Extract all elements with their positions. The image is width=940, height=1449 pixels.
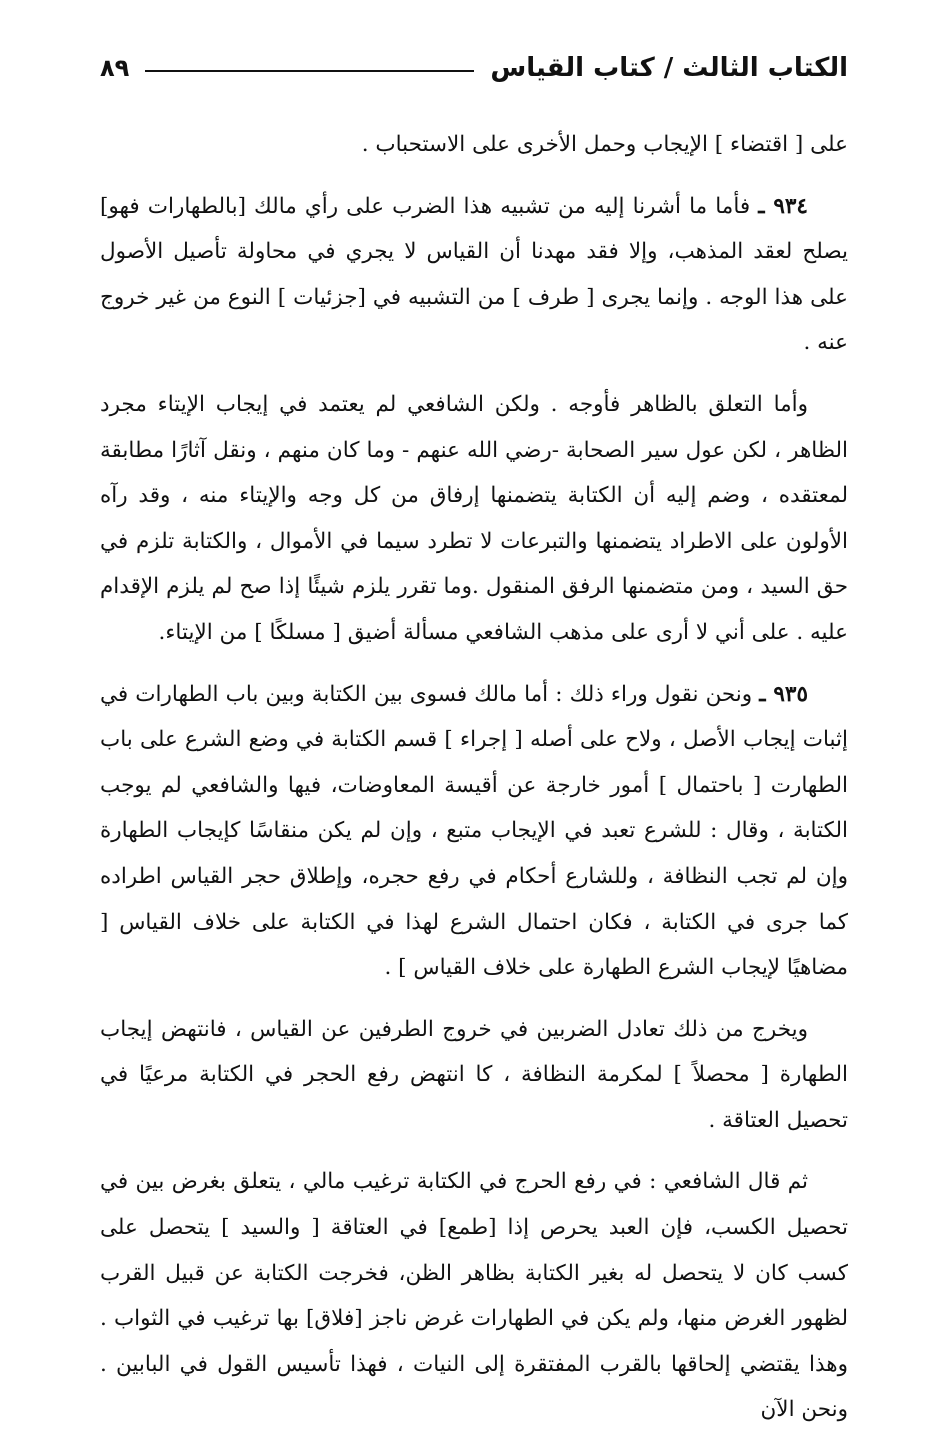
paragraph-taadul: [100, 1007, 848, 1144]
paragraph-text: ونحن نقول وراء ذلك : أما مالك فسوى بين الكتابة وبين باب الطهارات في إثبات إيجاب الأصل ، ولاح على أصله [ إجراء ] قسم الكتابة في وضع الشرع على باب الطهارت [ باحتمال ] أمور خارجة عن أقيسة المعاوضات، فيها والشافعي لم يوجب الكتابة ، وقال : للشرع تعبد في الإيجاب متبع ، وإن لم يكن منقاسًا كإيجاب الطهارة وإن لم تجب النظافة ، وللشارع أحكام في رفع حجره، وإطلاق حجر القياس اطراده كما جرى في الكتابة ، فكان احتمال الشرع لهذا في الكتابة على خلاف القياس [ مضاهيًا لإيجاب الشرع الطهارة على خلاف القياس ] .: [100, 681, 848, 981]
header-rule: [145, 70, 474, 72]
header-title: الكتاب الثالث / كتاب القياس: [490, 53, 848, 83]
paragraph-935: [100, 672, 848, 991]
paragraph-zahir: [100, 382, 848, 656]
paragraph-text: فأما ما أشرنا إليه من تشبيه هذا الضرب على رأي مالك [بالطهارات فهو] يصلح لعقد المذهب، وإلا فقد مهدنا أن القياس لا يجري في محاولة تأصيل الأصول على هذا الوجه . وإنما يجرى [ طرف ] من التشبيه في [جزئيات ] النوع من غير خروج عنه .: [100, 193, 848, 356]
page-number: ٨٩: [100, 54, 130, 82]
paragraph-934: [100, 184, 848, 366]
paragraph-text: وأما التعلق بالظاهر فأوجه . ولكن الشافعي لم يعتمد في إيجاب الإيتاء مجرد الظاهر ، لكن عول سير الصحابة -رضي الله عنهم - وما كان منهم ، ونقل آثارًا مطابقة لمعتقده ، وضم إليه أن الكتابة يتضمنها إرفاق من كل وجه والإيتاء منه ، وقد رآه الأولون على الاطراد يتضمنها والتبرعات لا تطرد سيما في الأموال ، والكتابة تلزم في حق السيد ، ومن متضمنها الرفق المنقول .وما تقرر يلزم شيئًا إذا صح لم يلزم الإقدام عليه . على أني لا أرى على مذهب الشافعي مسألة أضيق [ مسلكًا ] من الإيتاء.: [100, 391, 848, 645]
paragraph-text: ثم قال الشافعي : في رفع الحرج في الكتابة ترغيب مالي ، يتعلق بغرض بين في تحصيل الكسب، فإن العبد يحرص إذا [طمع] في العتاقة [ والسيد ] يتحصل على كسب كان لا يتحصل له بغير الكتابة بظاهر الظن، فخرجت الكتابة عن قبيل القرب لظهور الغرض منها، ولم يكن في الطهارات غرض ناجز [فلاق] بها ترغيب في الثواب . وهذا يقتضي إلحاقها بالقرب المفتقرة إلى النيات ، فهذا تأسيس القول في البابين . ونحن الآن: [100, 1169, 848, 1423]
paragraph-number: ٩٣٤ ـ: [758, 193, 808, 219]
running-header: [100, 46, 848, 90]
paragraph-shafii: [100, 1159, 848, 1433]
paragraph-text: ويخرج من ذلك تعادل الضربين في خروج الطرفين عن القياس ، فانتهض إيجاب الطهارة [ محصلاً ] لمكرمة النظافة ، كا انتهض رفع الحجر في الكتابة مرعيًا في تحصيل العتاقة .: [100, 1016, 848, 1133]
paragraph-number: ٩٣٥ ـ: [759, 681, 809, 707]
paragraph-text: على [ اقتضاء ] الإيجاب وحمل الأخرى على الاستحباب .: [361, 132, 848, 157]
paragraph-continuation: [100, 122, 848, 168]
body-text: [100, 122, 848, 1449]
